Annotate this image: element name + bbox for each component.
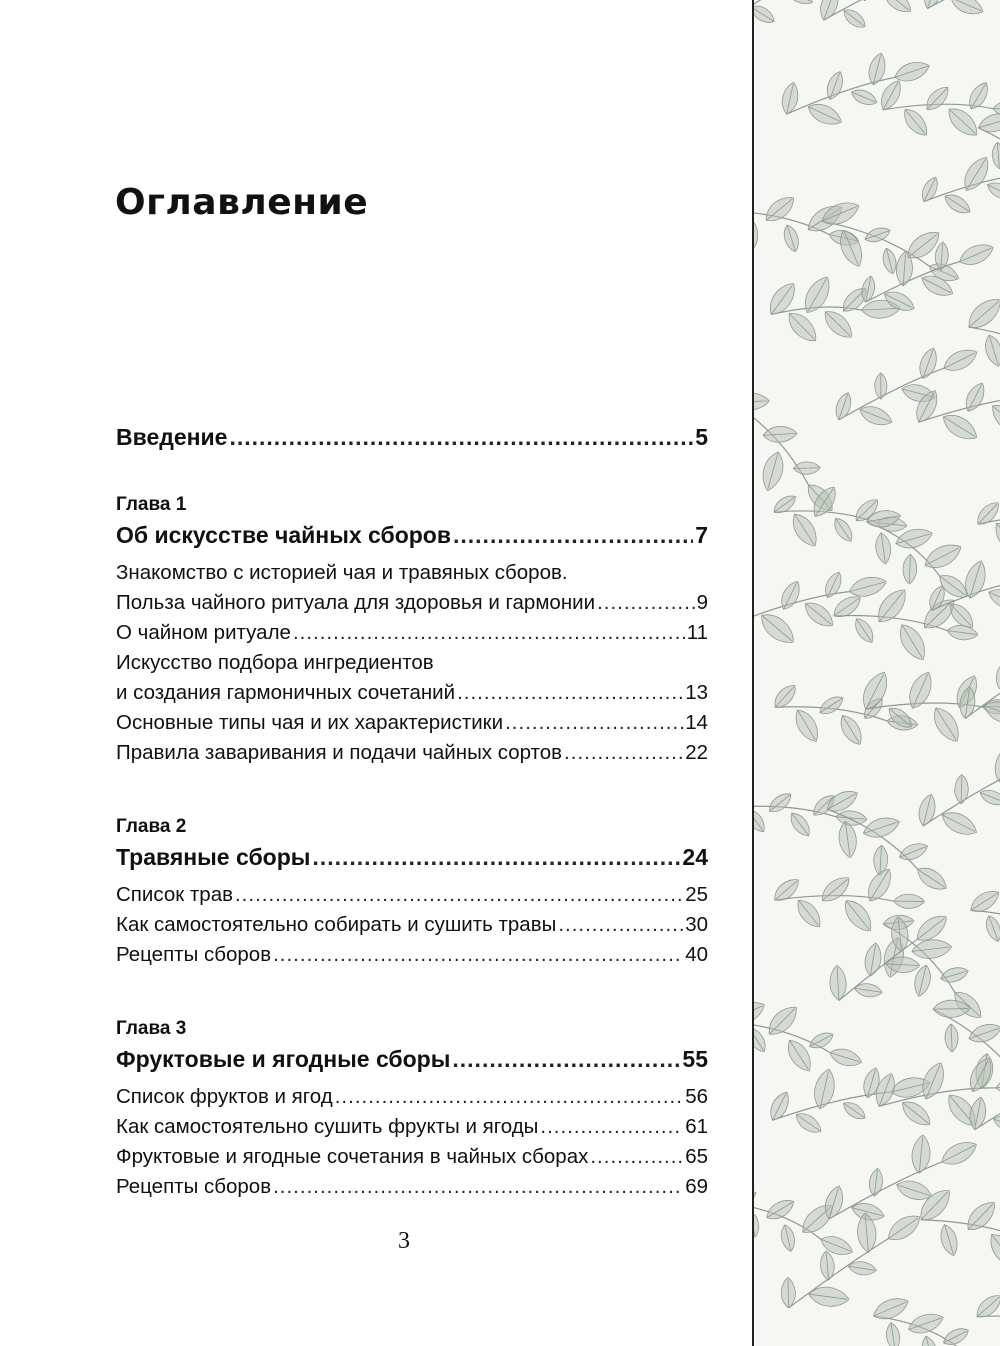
leaf-icon bbox=[938, 1136, 981, 1169]
leaf-icon bbox=[754, 2, 778, 27]
leaf-icon bbox=[770, 492, 799, 517]
leader-dots bbox=[229, 420, 693, 454]
leaf-icon bbox=[961, 380, 988, 415]
chapter-page: 24 bbox=[682, 844, 708, 870]
leaf-icon bbox=[941, 1324, 972, 1346]
leader-dots bbox=[558, 910, 683, 940]
leaf-icon bbox=[906, 1309, 946, 1337]
leader-dots bbox=[273, 1172, 683, 1202]
chapter-label: Глава 3 bbox=[116, 1018, 187, 1039]
leaf-icon bbox=[945, 1024, 959, 1053]
leaf-icon bbox=[885, 1322, 902, 1346]
leader-dots bbox=[457, 678, 683, 708]
leaf-icon bbox=[849, 86, 879, 108]
leader-dots bbox=[335, 1082, 683, 1112]
toc-item-label: Список фруктов и ягод bbox=[116, 1085, 333, 1108]
leaf-icon bbox=[777, 578, 804, 613]
leaf-icon bbox=[779, 1223, 797, 1252]
leaf-icon bbox=[783, 307, 822, 346]
leader-dots bbox=[453, 518, 693, 552]
leaf-icon bbox=[948, 0, 986, 19]
leaf-icon bbox=[807, 1029, 836, 1052]
leader-dots bbox=[235, 880, 683, 910]
chapter-items bbox=[116, 558, 708, 768]
leaf-icon bbox=[830, 515, 856, 545]
leaf-icon bbox=[766, 789, 795, 816]
chapter-label: Глава 1 bbox=[116, 494, 187, 515]
leaf-icon bbox=[811, 1067, 838, 1111]
leaf-icon bbox=[754, 213, 761, 249]
leader-dots bbox=[590, 1142, 683, 1172]
leader-dots bbox=[597, 588, 695, 618]
toc-item-label: Правила заваривания и подачи чайных сортов bbox=[116, 741, 563, 764]
toc-item[interactable] bbox=[116, 880, 708, 910]
leaf-icon bbox=[840, 5, 869, 31]
toc-item-page: 25 bbox=[685, 883, 708, 906]
leaf-icon bbox=[781, 223, 802, 254]
toc-item-page: 22 bbox=[685, 741, 708, 764]
chapter-page: 7 bbox=[695, 522, 708, 548]
toc-item-page: 56 bbox=[685, 1085, 708, 1108]
toc-item-label: Рецепты сборов bbox=[116, 943, 272, 966]
leaf-icon bbox=[880, 0, 916, 17]
leaf-icon bbox=[991, 743, 1000, 785]
chapter-title: Травяные сборы bbox=[116, 844, 311, 870]
toc-intro-label: Введение bbox=[116, 424, 228, 450]
toc-item[interactable] bbox=[116, 1082, 708, 1112]
leaf-icon bbox=[920, 0, 946, 11]
leader-dots bbox=[452, 1042, 680, 1076]
leaf-icon bbox=[883, 1210, 924, 1246]
leaf-icon bbox=[782, 0, 816, 9]
toc-item-page: 65 bbox=[685, 1145, 708, 1168]
leaf-icon bbox=[996, 1315, 1000, 1345]
toc-item[interactable] bbox=[116, 588, 708, 618]
leaf-icon bbox=[754, 806, 769, 836]
toc-item-label: и создания гармоничных сочетаний bbox=[116, 681, 456, 704]
leaf-icon bbox=[763, 1001, 802, 1040]
toc-chapter-heading[interactable] bbox=[116, 518, 708, 552]
page-number: 3 bbox=[398, 1228, 410, 1254]
leaf-icon bbox=[946, 624, 978, 642]
leaf-icon bbox=[899, 105, 932, 140]
leaf-icon bbox=[939, 964, 970, 985]
toc-item-line1[interactable]: Знакомство с историей чая и травяных сборов. bbox=[116, 561, 568, 584]
toc-item-label: Рецепты сборов bbox=[116, 1175, 272, 1198]
leaf-icon bbox=[898, 1096, 935, 1130]
leaf-icon bbox=[756, 608, 800, 649]
leaf-icon bbox=[982, 333, 1000, 369]
leaf-icon bbox=[967, 886, 1000, 917]
leaf-icon bbox=[911, 938, 953, 961]
leaf-icon bbox=[754, 1209, 761, 1239]
leaf-icon bbox=[835, 810, 867, 827]
leaf-icon bbox=[996, 664, 1000, 693]
chapter-title: Фруктовые и ягодные сборы bbox=[116, 1046, 451, 1072]
leaf-icon bbox=[897, 840, 930, 864]
toc-chapter-heading[interactable] bbox=[116, 1042, 708, 1076]
leaf-icon bbox=[937, 1223, 960, 1258]
toc-item-label: Как самостоятельно собирать и сушить травы bbox=[116, 913, 557, 936]
leaf-icon bbox=[761, 192, 799, 227]
toc-item-page: 61 bbox=[685, 1115, 708, 1138]
leaf-icon bbox=[781, 1277, 796, 1308]
chapter-label: Глава 2 bbox=[116, 816, 187, 837]
leaf-icon bbox=[985, 179, 1000, 203]
toc-item-page: 40 bbox=[685, 943, 708, 966]
leaf-icon bbox=[836, 711, 867, 748]
leaf-icon bbox=[863, 942, 884, 978]
leaf-icon bbox=[922, 83, 953, 115]
chapter-items bbox=[116, 880, 708, 970]
toc-chapter-heading[interactable] bbox=[116, 840, 708, 874]
leaf-icon bbox=[966, 1020, 1000, 1046]
leader-dots bbox=[505, 708, 683, 738]
leaf-icon bbox=[779, 81, 801, 116]
chapter-page: 55 bbox=[682, 1046, 708, 1072]
leader-dots bbox=[293, 618, 685, 648]
leaf-icon bbox=[916, 792, 939, 827]
leaf-icon bbox=[983, 914, 1000, 944]
leader-dots bbox=[312, 840, 680, 874]
toc-item-page: 14 bbox=[685, 711, 708, 734]
toc-item-label: Польза чайного ритуала для здоровья и гармонии bbox=[116, 591, 596, 614]
toc-item[interactable] bbox=[116, 910, 708, 940]
toc-item-line1[interactable]: Искусство подбора ингредиентов bbox=[116, 651, 434, 674]
leaf-icon bbox=[816, 692, 846, 718]
toc-item-label: О чайном ритуале bbox=[116, 621, 291, 644]
stem-icon bbox=[977, 1316, 1000, 1330]
leaf-icon bbox=[919, 1335, 939, 1346]
toc-item-page: 11 bbox=[686, 621, 708, 644]
leaf-icon bbox=[940, 345, 980, 376]
leaf-pattern-icon bbox=[752, 0, 1000, 1346]
chapter-items bbox=[116, 1082, 708, 1202]
leaf-icon bbox=[954, 774, 968, 804]
leaf-icon bbox=[881, 247, 899, 275]
toc-item-page: 30 bbox=[685, 913, 708, 936]
toc-item[interactable] bbox=[116, 708, 708, 738]
leaf-icon bbox=[956, 240, 996, 270]
leaf-icon bbox=[921, 539, 965, 574]
leaf-icon bbox=[928, 703, 965, 746]
leaf-icon bbox=[902, 554, 917, 584]
leaf-icon bbox=[910, 1134, 931, 1174]
leaf-icon bbox=[833, 390, 855, 421]
leaf-icon bbox=[866, 51, 889, 86]
toc-item-page: 13 bbox=[685, 681, 708, 704]
leaf-icon bbox=[800, 597, 837, 632]
toc-item-label: Основные типы чая и их характеристики bbox=[116, 711, 504, 734]
toc-item-label: Фруктовые и ягодные сочетания в чайных сборах bbox=[116, 1145, 589, 1168]
leaf-icon bbox=[868, 1168, 884, 1197]
leaf-icon bbox=[790, 706, 823, 746]
leaf-icon bbox=[990, 518, 1000, 558]
page-title: Оглавление bbox=[115, 182, 369, 223]
leaf-icon bbox=[754, 1187, 758, 1209]
leaf-icon bbox=[874, 532, 893, 565]
toc-intro[interactable] bbox=[116, 420, 708, 454]
toc-item[interactable] bbox=[116, 678, 708, 708]
leaf-icon bbox=[828, 1045, 864, 1069]
table-of-contents bbox=[116, 420, 708, 1202]
leaf-icon bbox=[913, 863, 950, 895]
toc-item-label: Список трав bbox=[116, 883, 233, 906]
leaf-icon bbox=[792, 895, 825, 931]
leaf-icon bbox=[837, 820, 859, 859]
toc-item[interactable] bbox=[116, 940, 708, 970]
leaf-icon bbox=[995, 1076, 1000, 1095]
toc-item[interactable] bbox=[116, 738, 708, 768]
leaf-icon bbox=[759, 449, 788, 493]
leaf-icon bbox=[916, 346, 941, 381]
toc-item-label: Как самостоятельно сушить фрукты и ягоды bbox=[116, 1115, 539, 1138]
toc-item-page: 9 bbox=[696, 591, 708, 614]
leaf-icon bbox=[839, 895, 877, 936]
leaf-icon bbox=[972, 1290, 1000, 1322]
toc-item[interactable] bbox=[116, 1142, 708, 1172]
leaf-icon bbox=[840, 1098, 868, 1123]
leaf-icon bbox=[807, 1285, 850, 1309]
leader-dots bbox=[564, 738, 683, 768]
toc-item-page: 69 bbox=[685, 1175, 708, 1198]
leaf-icon bbox=[763, 425, 798, 443]
leaf-icon bbox=[986, 399, 1000, 440]
toc-item[interactable] bbox=[116, 618, 708, 648]
leader-dots bbox=[540, 1112, 683, 1142]
leaf-icon bbox=[754, 416, 756, 457]
leaf-icon bbox=[763, 1195, 797, 1223]
leaf-icon bbox=[991, 142, 1000, 169]
leaf-pattern-svg bbox=[754, 0, 1000, 1346]
leaf-icon bbox=[904, 669, 937, 712]
leaf-icon bbox=[793, 462, 820, 475]
leaf-icon bbox=[847, 573, 889, 600]
leaf-icon bbox=[963, 293, 1000, 335]
toc-item[interactable] bbox=[116, 1172, 708, 1202]
leaf-icon bbox=[754, 392, 770, 410]
toc-intro-page: 5 bbox=[695, 424, 708, 450]
leaf-icon bbox=[943, 103, 983, 142]
leaf-icon bbox=[976, 110, 1000, 136]
chapter-title: Об искусстве чайных сборов bbox=[116, 522, 451, 548]
leaf-icon bbox=[958, 1342, 996, 1346]
leaf-icon bbox=[792, 1109, 825, 1137]
leaf-icon bbox=[984, 1229, 1000, 1274]
leaf-icon bbox=[967, 1096, 988, 1131]
leaf-icon bbox=[894, 894, 925, 909]
leader-dots bbox=[273, 940, 683, 970]
leaf-icon bbox=[941, 190, 973, 218]
toc-item[interactable] bbox=[116, 1112, 708, 1142]
leaf-icon bbox=[820, 306, 858, 343]
stem-icon bbox=[921, 1220, 1000, 1245]
leaf-icon bbox=[754, 1024, 770, 1055]
leaf-icon bbox=[851, 615, 877, 646]
leaf-icon bbox=[799, 272, 836, 317]
leaf-icon bbox=[973, 498, 1000, 529]
leaf-icon bbox=[786, 809, 814, 840]
